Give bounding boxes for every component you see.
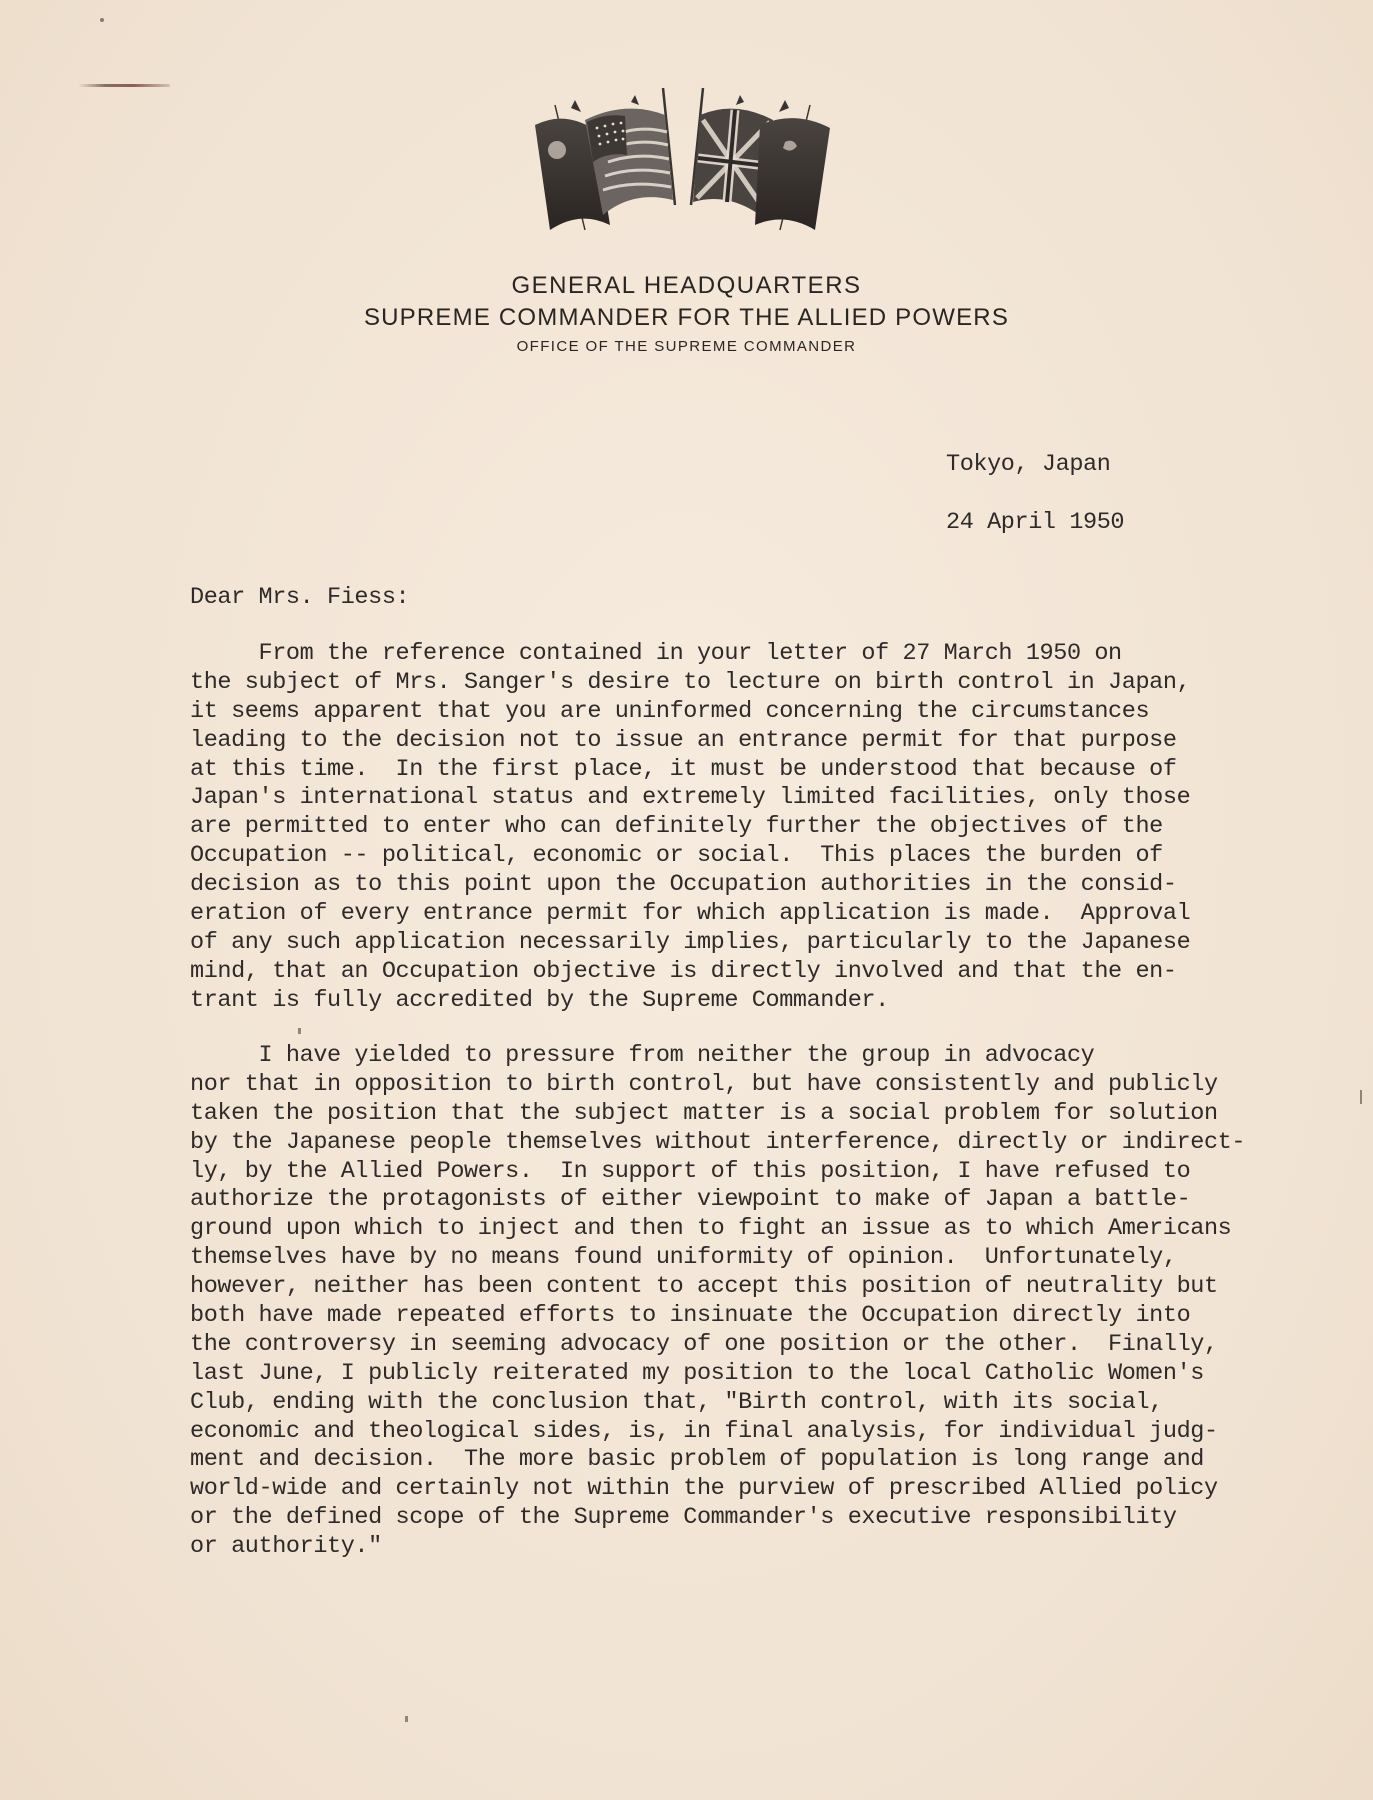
text-line: mind, that an Occupation objective is directly involved and that the en- [190, 957, 1177, 985]
text-line: world-wide and certainly not within the purview of prescribed Allied policy [190, 1475, 1218, 1503]
text-line: themselves have by no means found uniformity of opinion. Unfortunately, [190, 1244, 1177, 1272]
text-line: by the Japanese people themselves without interference, directly or indirect- [190, 1128, 1246, 1156]
letterhead [0, 270, 1373, 360]
text-line: ment and decision. The more basic problem of population is long range and [190, 1446, 1204, 1474]
salutation: Dear Mrs. Fiess: [190, 584, 410, 611]
text-line: eration of every entrance permit for which application is made. Approval [190, 900, 1191, 928]
paragraph-1 [190, 640, 1310, 1016]
letterhead-title: GENERAL HEADQUARTERS [511, 272, 862, 299]
text-line: economic and theological sides, is, in final analysis, for individual judg- [190, 1417, 1218, 1445]
paper-speck [298, 1028, 301, 1034]
letterhead-subtitle: SUPREME COMMANDER FOR THE ALLIED POWERS [363, 304, 1010, 331]
text-line: or the defined scope of the Supreme Commander's executive responsibility [190, 1504, 1177, 1532]
text-line: ly, by the Allied Powers. In support of this position, I have refused to [190, 1157, 1191, 1185]
date-line: 24 April 1950 [946, 509, 1125, 536]
paper-speck [405, 1716, 408, 1722]
place-line: Tokyo, Japan [946, 451, 1111, 478]
text-line: nor that in opposition to birth control, but have consistently and publicly [190, 1070, 1218, 1098]
text-line: taken the position that the subject matter is a social problem for solution [190, 1099, 1218, 1127]
text-line: authorize the protagonists of either viewpoint to make of Japan a battle- [190, 1186, 1191, 1214]
paper-speck [100, 18, 104, 22]
text-line: Club, ending with the conclusion that, "Birth control, with its social, [190, 1388, 1163, 1416]
text-line: both have made repeated efforts to insinuate the Occupation directly into [190, 1302, 1191, 1330]
text-line: decision as to this point upon the Occupation authorities in the consid- [190, 871, 1177, 899]
text-line: I have yielded to pressure from neither the group in advocacy [190, 1042, 1095, 1069]
letterhead-office: OFFICE OF THE SUPREME COMMANDER [516, 338, 857, 355]
text-line: leading to the decision not to issue an entrance permit for that purpose [190, 726, 1177, 754]
text-line: Japan's international status and extremely limited facilities, only those [190, 784, 1191, 812]
text-line: ground upon which to inject and then to fight an issue as to which Americans [190, 1215, 1232, 1243]
text-line: the controversy in seeming advocacy of one position or the other. Finally, [190, 1330, 1218, 1358]
place-date-block [946, 436, 1306, 552]
text-line: Occupation -- political, economic or social. This places the burden of [190, 842, 1163, 870]
text-line: however, neither has been content to accept this position of neutrality but [190, 1273, 1218, 1301]
text-line: last June, I publicly reiterated my position to the local Catholic Women's [190, 1359, 1204, 1387]
text-line: at this time. In the first place, it must be understood that because of [190, 755, 1177, 783]
text-line: it seems apparent that you are uninformed concerning the circumstances [190, 697, 1150, 725]
margin-ink-mark [78, 84, 170, 87]
text-line: the subject of Mrs. Sanger's desire to lecture on birth control in Japan, [190, 668, 1191, 696]
text-line: From the reference contained in your letter of 27 March 1950 on [190, 640, 1122, 667]
paper-speck [1360, 1090, 1362, 1104]
text-line: trant is fully accredited by the Supreme Commander. [190, 986, 889, 1014]
text-line: of any such application necessarily implies, particularly to the Japanese [190, 928, 1191, 956]
text-line: or authority." [190, 1533, 382, 1561]
allied-flags-icon [515, 80, 845, 260]
paragraph-2 [190, 1042, 1310, 1562]
text-line: are permitted to enter who can definitely further the objectives of the [190, 813, 1163, 841]
